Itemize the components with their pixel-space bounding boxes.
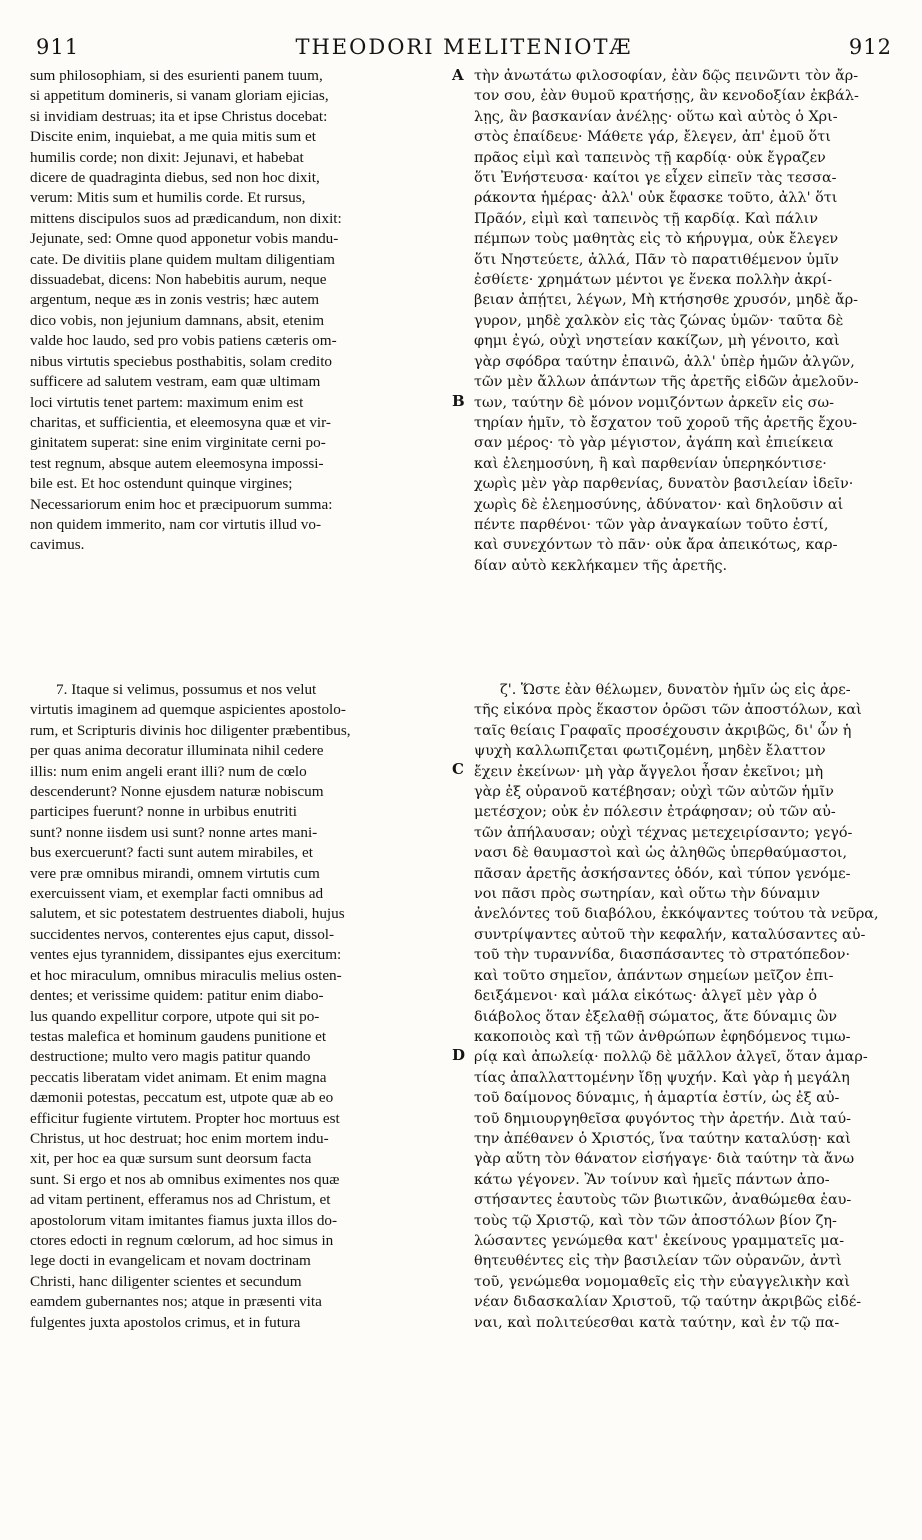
text-line: si appetitum domineris, si vanam gloriam ejicias, (30, 87, 329, 105)
text-line: Jejunate, sed: Omne quod apponetur vobis mandu- (30, 230, 339, 248)
text-line: ταῖς θείαις Γραφαῖς προσέχουσιν ἀκριβῶς, δι' ὧν ἡ (474, 722, 852, 739)
text-line: πέντε παρθένοι· τῶν γὰρ ἀναγκαίων τοῦτο ἐστί, (474, 516, 829, 533)
running-title: THEODORI MELITENIOTÆ (295, 35, 633, 59)
text-line: si invidiam destruas; ita et ipse Christus docebat: (30, 107, 328, 125)
text-line: dicere de quadraginta diebus, sed non hoc dixit, (30, 169, 320, 187)
text-line: πρᾶος εἰμὶ καὶ ταπεινὸς τῇ καρδίᾳ· οὐκ ἔγραζεν (474, 149, 826, 166)
text-line: φημι ἐγώ, οὐχὶ νηστείαν κακίζων, μὴ γένοιτο, καὶ (474, 333, 840, 350)
text-line: τῶν μὲν ἄλλων ἁπάντων τῆς ἀρετῆς εἰδῶν ἀμελοῦν- (474, 374, 859, 391)
text-line: τῆς εἰκόνα πρὸς ἕκαστον ὁρῶσι τῶν ἀποστόλων, καὶ (474, 702, 862, 719)
text-line: et hoc miraculum, omnibus miraculis melius osten- (30, 966, 342, 984)
text-line: λώσαντες γενώμεθα κατ' ἐκείνους γραμματεῖς μα- (474, 1232, 845, 1249)
text-line: lus quando expellitur corpore, utpote qui sit po- (30, 1007, 320, 1025)
text-line: τὴν ἀνωτάτω φιλοσοφίαν, ἐὰν δῷς πεινῶντι τὸν ἄρ- (474, 68, 859, 84)
text-line: humilis corde; non dixit: Jejunavi, et habebat (30, 148, 304, 166)
text-line: κακοποιὸς καὶ τῇ τῶν ἀνθρώπων ἐφηδόμενος τιμω- (474, 1028, 851, 1045)
text-line: στήσαντες ἑαυτοὺς τῶν βιωτικῶν, ἀναθώμεθα ἑαυ- (474, 1192, 852, 1209)
text-line: succidentes nervos, conterentes ejus caput, dissol- (30, 925, 335, 943)
text-line: καὶ ἐλεημοσύνη, ἣ καὶ παρθενίαν ὑπερηκόντισε· (474, 455, 827, 472)
text-line: participes fuerunt? nonne in urbibus enutriti (30, 803, 297, 821)
text-line: νασι δὲ θαυμαστοὶ καὶ ὡς ἀληθῶς ὑπερθαύμαστοι, (474, 845, 848, 862)
text-line: Christi, hanc diligenter scientes et secundum (30, 1272, 302, 1290)
text-line: dentes; et verissime quidem: patitur enim diabo- (30, 987, 324, 1005)
margin-marker-b: B (452, 392, 465, 410)
text-line: vere præ omnibus mirandi, omnem virtutis cum (30, 864, 320, 882)
text-line: γὰρ σφόδρα ταύτην ἐπαινῶ, ἀλλ' ὑπὲρ ἡμῶν ἀλγῶν, (474, 353, 855, 370)
text-line: sum philosophiam, si des esurienti panem tuum, (30, 67, 323, 84)
text-line: exercuissent viam, et exemplar facti omnibus ad (30, 885, 324, 903)
text-line: efficitur fugiente virtutem. Propter hoc mortuus est (30, 1109, 340, 1127)
margin-marker-c: C (452, 760, 464, 778)
text-line: τίας ἀπαλλαττομένην ἴδῃ ψυχήν. Καὶ γὰρ ἡ μεγάλη (474, 1069, 850, 1086)
text-line: Πρᾶόν, εἰμὶ καὶ ταπεινὸς τῇ καρδίᾳ. Καὶ πάλιν (474, 210, 819, 227)
text-line: τοῦ δαίμονος δύναμις, ἡ ἁμαρτία ἐστίν, ὡς ἐξ αὐ- (474, 1090, 840, 1107)
text-line: test regnum, absque autem eleemosyna impossi- (30, 454, 324, 472)
text-line: πέμπων τοὺς μαθητὰς εἰς τὸ κήρυγμα, οὐκ ἔλεγεν (474, 231, 839, 248)
text-line: ginitatem superat: sine enim virginitate cerni po- (30, 434, 326, 452)
text-line: bus exercuerunt? facti sunt autem mirabiles, et (30, 844, 313, 862)
text-line: descenderunt? Nonne ejusdem naturæ nobiscum (30, 783, 324, 801)
text-line: cavimus. (30, 536, 85, 554)
text-line: Christus, ut hoc destruat; hoc enim mortem indu- (30, 1129, 329, 1147)
text-line: καὶ τοῦτο σημεῖον, ἁπάντων σημείων μεῖζον ἐπι- (474, 967, 834, 984)
text-line: illis: num enim angeli erant illi? num de cœlo (30, 762, 307, 780)
text-line: loci virtutis tenet partem: maximum enim est (30, 393, 304, 411)
text-line: δειξάμενοι· καὶ μάλα εἰκότως· ἀλγεῖ μὲν γὰρ ὁ (474, 988, 818, 1005)
text-line: per quas anima decoratur illuminata nihil cedere (30, 742, 324, 760)
text-line: ζ'. Ὥστε ἐὰν θέλωμεν, δυνατὸν ἡμῖν ὡς εἰς ἀρε- (500, 682, 851, 698)
text-line: lege docti in evangelicam et novam doctrinam (30, 1252, 311, 1270)
text-line: charitas, et sufficientia, et eleemosyna quæ et vir- (30, 413, 331, 431)
greek-column-block-2 (474, 680, 894, 1333)
text-line: sunt. Si ergo et nos ab omnibus eximentes nos quæ (30, 1170, 340, 1188)
greek-column-block-1 (474, 66, 894, 576)
text-line: Necessariorum enim hoc et præcipuorum summa: (30, 495, 333, 513)
text-line: ctores edocti in regnum cœlorum, ad hoc simus in (30, 1231, 334, 1249)
text-line: δίαν αὐτὸ κεκλήκαμεν τῆς ἀρετῆς. (474, 557, 728, 574)
text-line: βειαν ἀπῄτει, λέγων, Μὴ κτήσησθε χρυσόν, μηδὲ ἄρ- (474, 292, 859, 309)
text-line: συντρίψαντες αὐτοῦ τὴν κεφαλήν, καταλύσαντες αὐ- (474, 926, 866, 943)
text-line: των, ταύτην δὲ μόνον νομιζόντων ἀρκεῖν εἰς σω- (474, 394, 835, 411)
text-line: 7. Itaque si velimus, possumus et nos velut (56, 681, 317, 698)
text-line: την ἀπέθανεν ὁ Χριστός, ἵνα ταύτην καταλύσῃ· καὶ (474, 1130, 851, 1147)
text-line: ψυχὴ καλλωπιζεται φωτιζομένη, μηδὲν ἔλαττον (474, 743, 826, 760)
text-line: καὶ συνεχόντων τὸ πᾶν· οὐκ ἄρα ἀπεικότως, καρ- (474, 537, 838, 554)
text-line: virtutis imaginem ad quemque aspicientes apostolo- (30, 701, 346, 719)
text-line: τοῦ δημιουργηθεῖσα φυγόντος τὴν ἀρετήν. Διὰ ταύ- (474, 1110, 851, 1127)
text-line: ἔχειν ἐκείνων· μὴ γὰρ ἄγγελοι ἦσαν ἐκεῖνοι; μὴ (474, 763, 824, 780)
text-line: γὰρ ἐξ οὐρανοῦ κατέβησαν; οὐχὶ τῶν αὐτῶν ἡμῖν (474, 784, 834, 801)
text-line: λῃς, ἂν βασκανίαν ἀνέλῃς· οὕτω καὶ αὐτὸς ὁ Χρι- (474, 108, 838, 125)
text-line: dissuadebat, dicens: Non habebitis aurum, neque (30, 271, 327, 289)
text-line: nibus virtutis speciebus posthabitis, solam credito (30, 352, 333, 370)
text-line: ἀνελόντες τοῦ διαβόλου, ἐκκόψαντες τούτου τὰ νεῦρα, (474, 906, 879, 923)
text-line: χωρὶς μὲν γὰρ παρθενίας, δυνατὸν βασιλείαν ἰδεῖν· (474, 476, 854, 493)
latin-column-block-2 (30, 680, 450, 1333)
text-line: argentum, neque æs in zonis vestris; hæc autem (30, 291, 320, 309)
text-line: sufficere ad salutem vestram, eam quæ ultimam (30, 373, 321, 391)
text-line: dico vobis, non jejunium damnans, absit, etenim (30, 311, 325, 329)
text-line: testas malefica et hominum gaudens punitione et (30, 1027, 327, 1045)
text-line: τοὺς τῷ Χριστῷ, καὶ τὸν τῶν ἀποστόλων βίον ζη- (474, 1212, 837, 1229)
text-line: γυρον, μηδὲ χαλκὸν εἰς τὰς ζώνας ὑμῶν· ταῦτα δὲ (474, 312, 844, 329)
text-line: mittens discipulos suos ad prædicandum, non dixit: (30, 209, 342, 227)
text-line: dæmonii potestas, peccatum est, utpote quæ ab eo (30, 1089, 334, 1107)
text-line: cate. De divitiis plane quidem multam diligentiam (30, 250, 335, 268)
text-line: ad vitam pertinent, efferamus nos ad Christum, et (30, 1191, 331, 1209)
text-line: non quidem immerito, nam cor virtutis illud vo- (30, 515, 322, 533)
text-line: σαν μέρος· τὸ γὰρ μέγιστον, ἀγάπη καὶ ἐπιείκεια (474, 435, 834, 452)
text-line: ὅτι Ἐνήστευσα· καίτοι γε εἶχεν εἰπεῖν τὰς τεσσα- (474, 170, 837, 187)
text-line: τοῦ, γενώμεθα νομομαθεῖς εἰς τὴν εὐαγγελικὴν καὶ (474, 1273, 850, 1290)
text-line: τοῦ τὴν τυραννίδα, διασπάσαντες τὸ στρατόπεδον· (474, 947, 851, 964)
text-line: fulgentes juxta apostolos crimus, et in futura (30, 1313, 301, 1331)
text-line: ὅτι Νηστεύετε, ἀλλά, Πᾶν τὸ παρατιθέμενον ὑμῖν (474, 251, 839, 268)
text-line: peccatis liberatam videt animam. Et enim magna (30, 1068, 327, 1086)
text-line: ρίᾳ καὶ ἀπωλείᾳ· πολλῷ δὲ μᾶλλον ἀλγεῖ, ὅταν ἁμαρ- (474, 1049, 868, 1066)
running-header (36, 30, 892, 64)
margin-marker-a: A (452, 66, 464, 84)
text-line: bile est. Et hoc ostendunt quinque virgines; (30, 475, 293, 493)
text-line: γὰρ αὕτη τὸν θάνατον εἰσήγαγε· διὰ ταύτην τὰ ἄνω (474, 1151, 855, 1168)
latin-column-block-1 (30, 66, 450, 556)
text-line: valde hoc laudo, sed pro vobis patiens cæteris om- (30, 332, 337, 350)
text-line: τῶν ἀπήλαυσαν; οὐχὶ τέχνας μετεχειρίσαντο; γεγό- (474, 824, 853, 841)
text-line: destructione; multo vero magis patitur quando (30, 1048, 311, 1066)
text-line: τον σου, ἐὰν θυμοῦ κρατήσῃς, ἂν κενοδοξίαν ἐκβάλ- (474, 88, 859, 105)
text-line: κάτω γέγονεν. Ἂν τοίνυν καὶ ἡμεῖς πάντων ἀπο- (474, 1171, 830, 1188)
text-line: πᾶσαν ἀρετῆς ἀσκήσαντες ὁδόν, καὶ τύπον γενόμε- (474, 865, 851, 882)
text-line: τηρίαν ἡμῖν, τὸ ἔσχατον τοῦ χοροῦ τῆς ἀρετῆς ἔχου- (474, 414, 857, 431)
text-line: ventes ejus tyrannidem, dissipantes ejus exercitum: (30, 946, 342, 964)
text-line: sunt? nonne iisdem usi sunt? nonne artes mani- (30, 823, 318, 841)
text-line: ναι, καὶ πολιτεύεσθαι κατὰ ταύτην, καὶ ἐν τῷ πα- (474, 1314, 840, 1331)
margin-marker-d: D (452, 1046, 466, 1064)
text-line: verum: Mitis sum et humilis corde. Et rursus, (30, 189, 306, 207)
page-number-right: 912 (848, 35, 892, 59)
text-line: ἐσθίετε· χρημάτων μέντοι γε ἕνεκα πολλὴν ἀκρί- (474, 272, 832, 289)
text-line: eamdem gubernantes nos; atque in præsenti vita (30, 1293, 322, 1311)
text-line: apostolorum vitam imitantes fiamus juxta illos do- (30, 1211, 338, 1229)
text-line: salutem, et sic potestatem destruentes diaboli, hujus (30, 905, 345, 923)
text-line: Discite enim, inquiebat, a me quia mitis sum et (30, 128, 316, 146)
text-line: στὸς ἐπαίδευε· Μάθετε γάρ, ἔλεγεν, ἀπ' ἐμοῦ ὅτι (474, 129, 831, 146)
text-line: rum, et Scripturis divinis hoc diligenter præbentibus, (30, 721, 351, 739)
text-line: θητευθέντες εἰς τὴν βασιλείαν τῶν οὐρανῶν, ἀντὶ (474, 1253, 842, 1270)
text-line: χωρὶς δὲ ἐλεημοσύνης, ἀδύνατον· καὶ δηλοῦσιν αἱ (474, 496, 844, 513)
text-line: xit, per hoc ea quæ sursum sunt deorsum facta (30, 1150, 312, 1168)
text-line: νέαν διδασκαλίαν Χριστοῦ, τῷ ταύτην ἀκριβῶς εἰδέ- (474, 1294, 862, 1311)
text-line: νοι πᾶσι πρὸς σωτηρίαν, καὶ οὕτω τὴν δύναμιν (474, 886, 821, 903)
text-line: μετέσχον; οὐκ ἐν πόλεσιν ἐτράφησαν; οὐ τῶν αὐ- (474, 804, 836, 821)
text-line: ράκοντα ἡμέρας· ἀλλ' οὐκ ἔφασκε τοῦτο, ἀλλ' ὅτι (474, 190, 838, 207)
text-line: διάβολος ὅταν ἐξελαθῇ σώματος, ἅτε δύναμις ὢν (474, 1008, 838, 1025)
page-number-left: 911 (36, 35, 80, 59)
